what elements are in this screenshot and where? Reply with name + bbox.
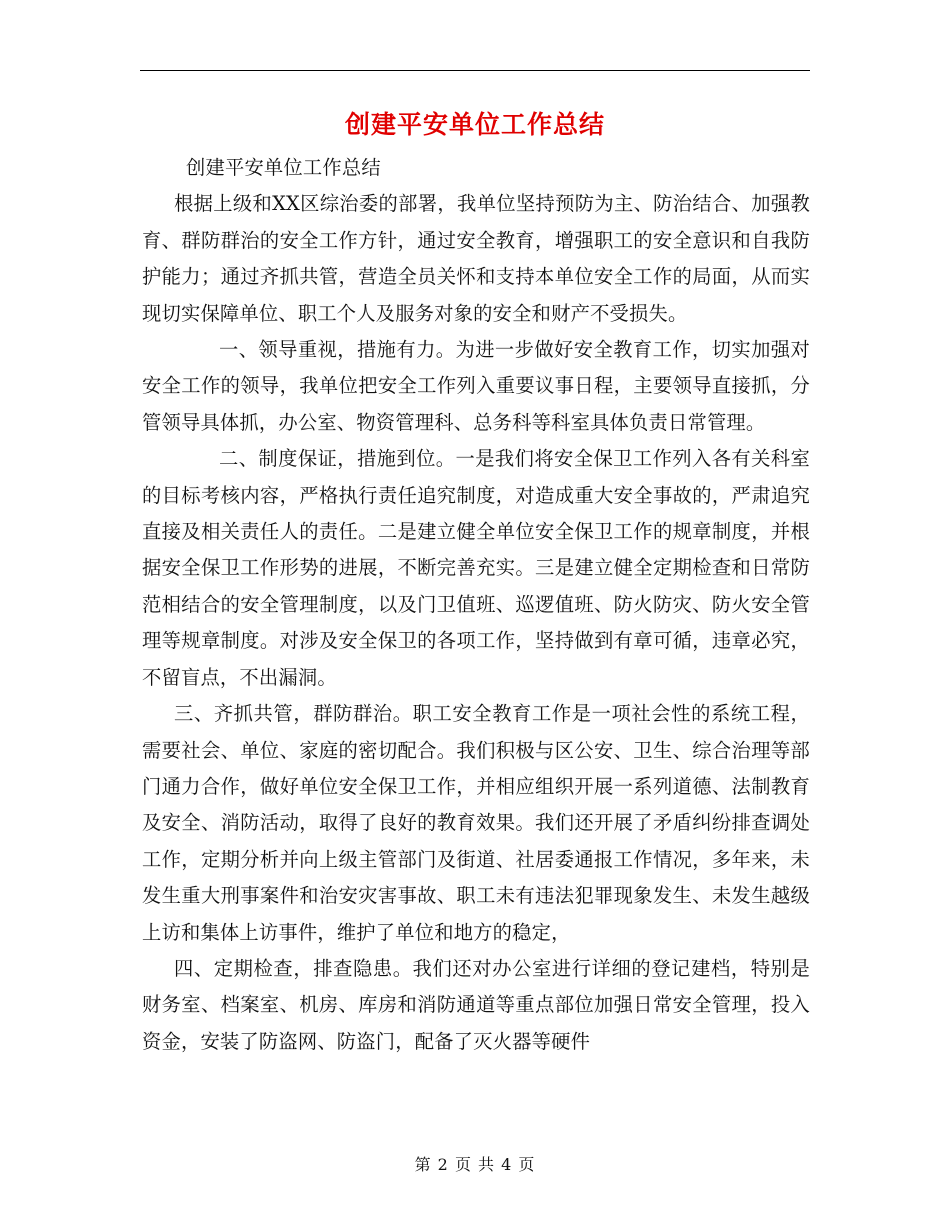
document-title: 创建平安单位工作总结 [344,110,605,139]
paragraph-joint-management: 三、齐抓共管，群防群治。职工安全教育工作是一项社会性的系统工程，需要社会、单位、家庭的密切配合。我们积极与区公安、卫生、综合治理等部门通力合作，做好单位安全保卫工作，并相应组织开展一系列道德、法制教育及安全、消防活动，取得了良好的教育效果。我们还开展了矛盾纠纷排查调处工作，定期分析并向上级主管部门及街道、社居委通报工作情况，多年来，未发生重大刑事案件和治安灾害事故、职工未有违法犯罪现象发生、未发生越级上访和集体上访事件，维护了单位和地方的稳定， [142,702,810,944]
header-rule [140,70,810,71]
document-subtitle: 创建平安单位工作总结 [186,156,381,179]
paragraph-system-guarantee: 二、制度保证，措施到位。一是我们将安全保卫工作列入各有关科室的目标考核内容，严格执行责任追究制度，对造成重大安全事故的，严肃追究直接及相关责任人的责任。二是建立健全单位安全保卫工作的规章制度，并根据安全保卫工作形势的进展，不断完善充实。三是建立健全定期检查和日常防范相结合的安全管理制度，以及门卫值班、巡逻值班、防火防灾、防火安全管理等规章制度。对涉及安全保卫的各项工作，坚持做到有章可循，违章必究，不留盲点，不出漏洞。 [142,447,810,689]
paragraph-leadership: 一、领导重视，措施有力。为进一步做好安全教育工作，切实加强对安全工作的领导，我单位把安全工作列入重要议事日程，主要领导直接抓，分管领导具体抓，办公室、物资管理科、总务科等科室具体负责日常管理。 [142,338,810,434]
document-body [142,150,810,1060]
page-number-footer: 第 2 页 共 4 页 [414,1155,536,1174]
paragraph-regular-inspection: 四、定期检查，排查隐患。我们还对办公室进行详细的登记建档，特别是财务室、档案室、机房、库房和消防通道等重点部位加强日常安全管理，投入资金，安装了防盗网、防盗门，配备了灭火器等硬件 [142,956,810,1053]
paragraph-intro: 根据上级和XX区综治委的部署，我单位坚持预防为主、防治结合、加强教育、群防群治的安全工作方针，通过安全教育，增强职工的安全意识和自我防护能力；通过齐抓共管，营造全员关怀和支持本单位安全工作的局面，从而实现切实保障单位、职工个人及服务对象的安全和财产不受损失。 [142,192,810,325]
